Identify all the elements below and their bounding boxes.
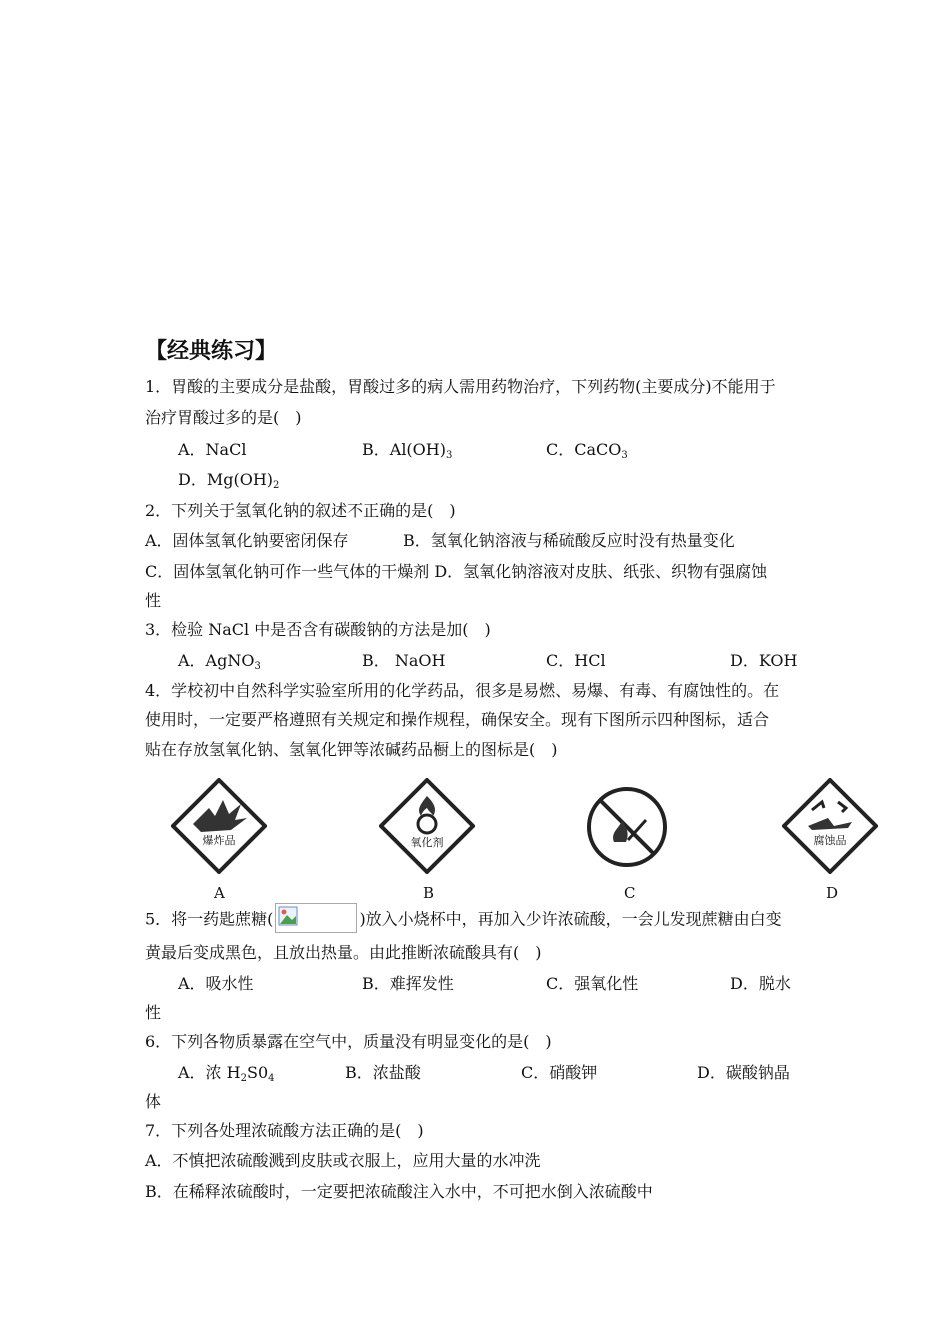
explosive-icon: [171, 778, 267, 874]
sugar-image-placeholder: [275, 903, 357, 933]
oxidizer-icon: [379, 778, 475, 874]
q3-stem: 3．检验 NaCl 中是否含有碳酸钠的方法是加( ): [145, 620, 491, 639]
svg-text:氧化剂: 氧化剂: [410, 836, 444, 849]
q6-option-c: C．硝酸钾: [521, 1063, 598, 1082]
svg-text:腐蚀品: 腐蚀品: [813, 834, 847, 847]
q5-option-b: B．难挥发性: [362, 974, 454, 993]
q1-option-b: B．$Al(OH)_3$: [362, 440, 453, 461]
q6-stem: 6．下列各物质暴露在空气中，质量没有明显变化的是( ): [145, 1032, 552, 1051]
icon-label-a: A: [214, 884, 225, 902]
q3-option-c: C．HCl: [546, 651, 606, 670]
q7-option-a: A．不慎把浓硫酸溅到皮肤或衣服上，应用大量的水冲洗: [145, 1151, 541, 1170]
q3-option-b: B． NaOH: [362, 651, 446, 670]
icon-label-c: C: [624, 884, 636, 902]
q5-stem-line1: 5．将一药匙蔗糖( )放入小烧杯中，再加入少许浓硫酸，一会儿发现蔗糖由白变: [145, 905, 782, 935]
corrosive-icon: [782, 778, 878, 874]
icon-label-b: B: [423, 884, 435, 902]
q6-option-b: B．浓盐酸: [345, 1063, 421, 1082]
q5-option-a: A．吸水性: [178, 974, 254, 993]
q5-stem-line2: 黄最后变成黑色，且放出热量。由此推断浓硫酸具有( ): [145, 943, 542, 962]
svg-text:爆炸品: 爆炸品: [202, 834, 236, 847]
q5-option-c: C．强氧化性: [546, 974, 639, 993]
q7-stem: 7．下列各处理浓硫酸方法正确的是( ): [145, 1121, 424, 1140]
q7-option-b: B．在稀释浓硫酸时，一定要把浓硫酸注入水中，不可把水倒入浓硫酸中: [145, 1182, 653, 1201]
q6-option-a: A．浓 $H_2S0_4$: [178, 1063, 275, 1084]
icon-label-d: D: [826, 884, 839, 902]
q2-option-b: B．氢氧化钠溶液与稀硫酸反应时没有热量变化: [403, 531, 735, 550]
q2-continuation: 性: [145, 591, 162, 610]
q1-option-a: A．NaCl: [178, 440, 247, 459]
q6-option-d: D．碳酸钠晶: [697, 1063, 790, 1082]
q4-stem-line1: 4．学校初中自然科学实验室所用的化学药品，很多是易燃、易爆、有毒、有腐蚀性的。在: [145, 681, 780, 700]
q5-continuation: 性: [145, 1003, 162, 1022]
q1-option-c: C．CaCO$_3$: [546, 440, 628, 461]
section-heading: 【经典练习】: [145, 339, 278, 364]
q2-stem: 2．下列关于氢氧化钠的叙述不正确的是( ): [145, 501, 456, 520]
q4-stem-line2: 使用时，一定要严格遵照有关规定和操作规程，确保安全。现有下图所示四种图标，适合: [145, 710, 770, 729]
q1-stem-line1: 1．胃酸的主要成分是盐酸，胃酸过多的病人需用药物治疗，下列药物(主要成分)不能用于: [145, 377, 776, 396]
broken-image-icon: [278, 906, 298, 926]
no-fire-icon: [584, 784, 670, 870]
q2-option-a: A．固体氢氧化钠要密闭保存: [145, 531, 349, 550]
q1-option-d: D．$Mg(OH)_2$: [178, 470, 280, 491]
q5-option-d: D．脱水: [730, 974, 791, 993]
q2-option-cd: C．固体氢氧化钠可作一些气体的干燥剂 D．氢氧化钠溶液对皮肤、纸张、织物有强腐蚀: [145, 562, 768, 581]
q1-stem-line2: 治疗胃酸过多的是( ): [145, 408, 302, 427]
q6-continuation: 体: [145, 1092, 162, 1111]
q3-option-d: D．KOH: [730, 651, 798, 670]
q3-option-a: A．AgNO$_3$: [178, 651, 261, 672]
q4-stem-line3: 贴在存放氢氧化钠、氢氧化钾等浓碱药品橱上的图标是( ): [145, 740, 558, 759]
